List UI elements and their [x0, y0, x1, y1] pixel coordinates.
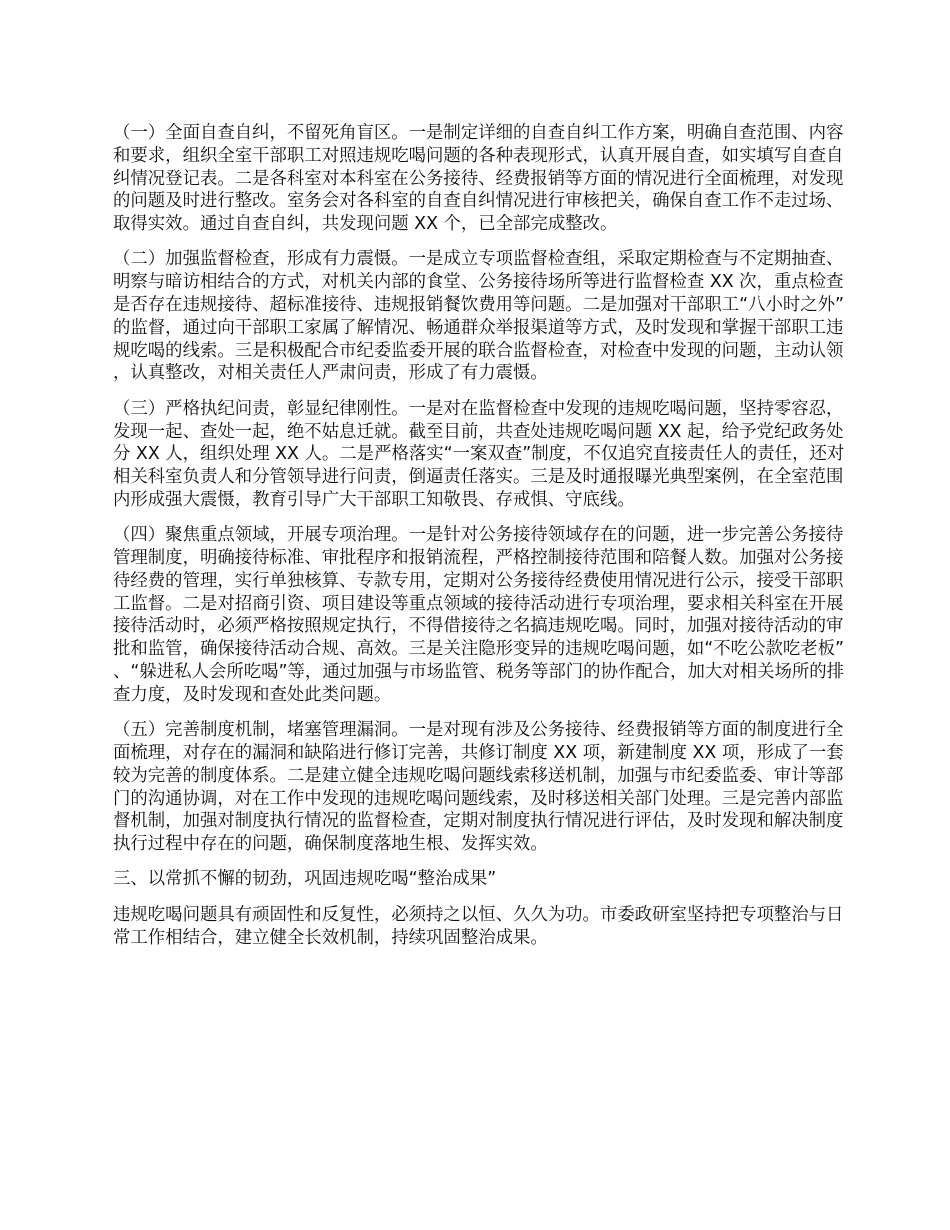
document-body: [113, 122, 858, 962]
paragraph-self-inspection: （一）全面自查自纠，不留死角盲区。一是制定详细的自查自纠工作方案，明确自查范围、内容和要求，组织全室干部职工对照违规吃喝问题的各种表现形式，认真开展自查，如实填写自查自纠情况登记表。二是各科室对本科室在公务接待、经费报销等方面的情况进行全面梳理，对发现的问题及时进行整改。室务会对各科室的自查自纠情况进行审核把关，确保自查工作不走过场、取得实效。通过自查自纠，共发现问题 XX 个，已全部完成整改。: [113, 123, 844, 235]
paragraph-accountability: （三）严格执纪问责，彰显纪律刚性。一是对在监督检查中发现的违规吃喝问题，坚持零容忍，发现一起、查处一起，绝不姑息迁就。截至目前，共查处违规吃喝问题 XX 起，给予党纪政务处分 XX 人，组织处理 XX 人。二是严格落实“一案双查”制度，不仅追究直接责任人的责任，还对相关科室负责人和分管领导进行问责，倒逼责任落实。三是及时通报曝光典型案例，在全室范围内形成强大震慑，教育引导广大干部职工知敬畏、存戒惧、守底线。: [113, 398, 845, 510]
paragraph-long-term: 违规吃喝问题具有顽固性和反复性，必须持之以恒、久久为功。市委政研室坚持把专项整治与日常工作相结合，建立健全长效机制，持续巩固整治成果。: [113, 904, 844, 948]
paragraph-special-governance: （四）聚焦重点领域，开展专项治理。一是针对公务接待领域存在的问题，进一步完善公务接待管理制度，明确接待标准、审批程序和报销流程，严格控制接待范围和陪餐人数。加强对公务接待经费的管理，实行单独核算、专款专用，定期对公务接待经费使用情况进行公示，接受干部职工监督。二是对招商引资、项目建设等重点领域的接待活动进行专项治理，要求相关科室在开展接待活动时，必须严格按照规定执行，不得借接待之名搞违规吃喝。同时，加强对接待活动的审批和监管，确保接待活动合规、高效。三是关注隐形变异的违规吃喝问题，如“不吃公款吃老板”、“躲进私人会所吃喝”等，通过加强与市场监管、税务等部门的协作配合，加大对相关场所的排查力度，及时发现和查处此类问题。: [113, 525, 845, 705]
paragraph-institutional-mechanism: （五）完善制度机制，堵塞管理漏洞。一是对现有涉及公务接待、经费报销等方面的制度进行全面梳理，对存在的漏洞和缺陷进行修订完善，共修订制度 XX 项，新建制度 XX 项，形成了一套较为完善的制度体系。二是建立健全违规吃喝问题线索移送机制，加强与市纪委监委、审计等部门的沟通协调，对在工作中发现的违规吃喝问题线索，及时移送相关部门处理。三是完善内部监督机制，加强对制度执行情况的监督检查，定期对制度执行情况进行评估，及时发现和解决制度执行过程中存在的问题，确保制度落地生根、发挥实效。: [113, 720, 844, 855]
section-heading: 三、以常抓不懈的韧劲，巩固违规吃喝“整治成果”: [113, 869, 497, 890]
paragraph-supervision: （二）加强监督检查，形成有力震慑。一是成立专项监督检查组，采取定期检查与不定期抽查、明察与暗访相结合的方式，对机关内部的食堂、公务接待场所等进行监督检查 XX 次，重点检查是否存在违规接待、超标准接待、违规报销餐饮费用等问题。二是加强对干部职工“八小时之外”的监督，通过向干部职工家属了解情况、畅通群众举报渠道等方式，及时发现和掌握干部职工违规吃喝的线索。三是积极配合市纪委监委开展的联合监督检查，对检查中发现的问题，主动认领，认真整改，对相关责任人严肃问责，形成了有力震慑。: [113, 249, 845, 384]
